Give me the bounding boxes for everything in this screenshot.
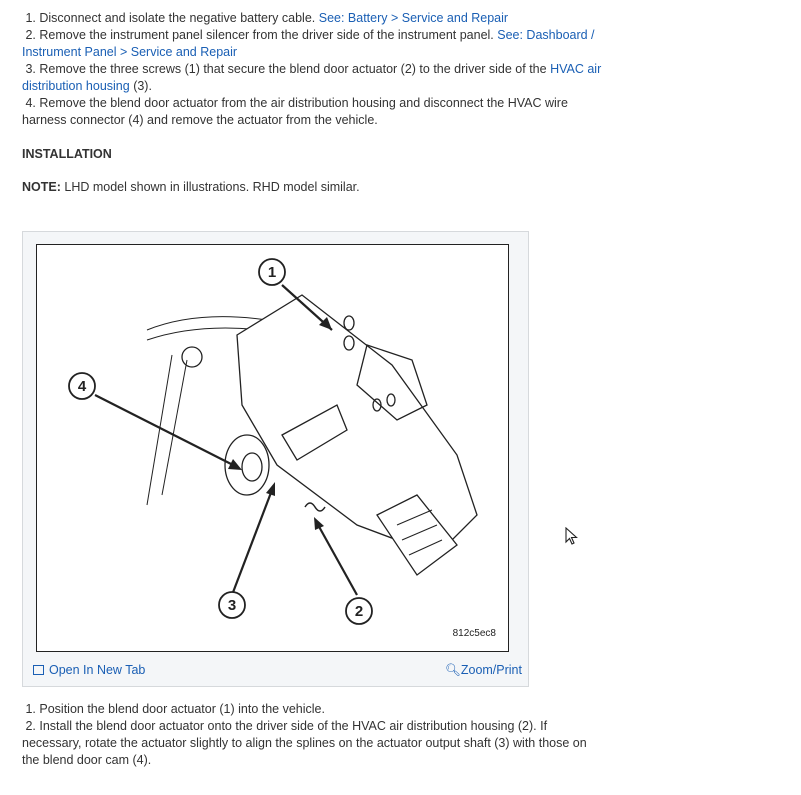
step — [22, 95, 602, 129]
figure-panel — [22, 231, 529, 687]
mouse-cursor-icon — [565, 527, 579, 547]
step-text: 4. Remove the blend door actuator from the air distribution housing and disconnect the HVAC wire harness connector (4) and remove the actuator from the vehicle. — [22, 96, 568, 127]
step — [22, 701, 602, 718]
hvac-housing-link[interactable]: HVAC air distribution housing — [22, 62, 602, 93]
step-text: 1. Disconnect and isolate the negative battery cable. — [25, 11, 319, 25]
figure-footer — [23, 654, 528, 685]
open-new-tab-link[interactable] — [33, 663, 145, 677]
open-new-tab-label: Open In New Tab — [49, 663, 146, 677]
callout-3: 3 — [227, 597, 237, 614]
installation-steps — [22, 701, 602, 769]
step-text: 3. Remove the three screws (1) that secure the blend door actuator (2) to the driver side of the — [25, 62, 551, 76]
step — [22, 10, 602, 27]
zoom-in-icon: 🔍︎ — [444, 663, 461, 677]
step-text: (3). — [129, 79, 152, 93]
step-text: 1. Position the blend door actuator (1) into the vehicle. — [25, 702, 325, 716]
note-label: NOTE: — [22, 180, 61, 194]
step-text: 2. Remove the instrument panel silencer from the driver side of the instrument panel. — [25, 28, 498, 42]
callout-1: 1 — [267, 264, 277, 281]
step-text: 2. Install the blend door actuator onto the driver side of the HVAC air distribution housing (2). If necessary, rotate the actuator slightly to align the splines on the actuator output shaft (3) with those on the blend door cam (4). — [22, 719, 587, 767]
note — [22, 179, 602, 196]
zoom-print-label: Zoom/Print — [460, 663, 522, 677]
step — [22, 718, 602, 769]
callout-4: 4 — [77, 378, 87, 395]
callout-2: 2 — [354, 603, 364, 620]
image-code: 812c5ec8 — [452, 628, 496, 639]
actuator-illustration[interactable] — [36, 244, 509, 652]
step — [22, 61, 602, 95]
removal-steps — [22, 10, 602, 129]
step — [22, 27, 602, 61]
section-heading: INSTALLATION — [22, 147, 112, 161]
note-text: LHD model shown in illustrations. RHD model similar. — [60, 180, 360, 194]
illustration-drawing — [37, 245, 508, 651]
dashboard-link[interactable]: See: Dashboard / Instrument Panel > Service and Repair — [22, 28, 595, 59]
zoom-print-link[interactable] — [445, 663, 522, 678]
battery-link[interactable]: See: Battery > Service and Repair — [318, 11, 509, 25]
open-tab-icon — [33, 665, 44, 675]
